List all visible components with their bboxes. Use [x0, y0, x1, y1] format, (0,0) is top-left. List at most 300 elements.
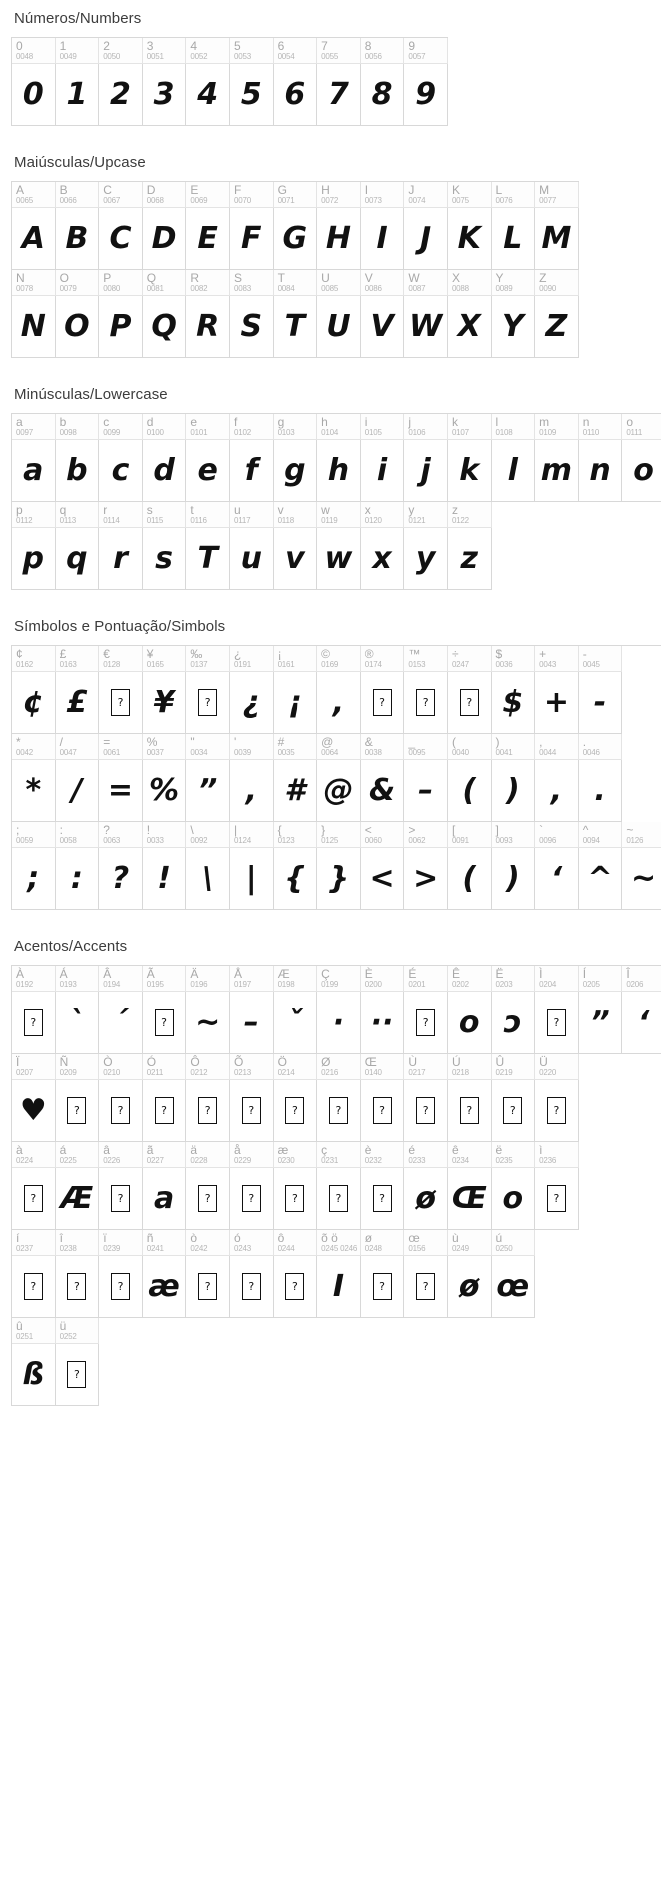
glyph-code-label: 0072: [321, 196, 339, 205]
glyph-code-label: 0050: [103, 52, 121, 61]
missing-glyph-icon: ?: [460, 1097, 479, 1124]
glyph-code-label: 0047: [59, 748, 77, 757]
glyph-char-label: /: [59, 735, 63, 749]
glyph-code-label: 0205: [582, 980, 600, 989]
glyph-cell: [56, 1080, 100, 1142]
glyph-code-label: 0068: [146, 196, 164, 205]
glyph-preview: ~: [195, 1004, 221, 1040]
glyph-code-label: 0051: [146, 52, 164, 61]
glyph-char-label: 4: [190, 39, 198, 53]
glyph-char-label: æ: [277, 1143, 289, 1157]
glyph-label-cell: [404, 646, 448, 672]
glyph-char-label: \: [190, 823, 194, 837]
missing-glyph-icon: ?: [285, 1097, 304, 1124]
glyph-label-cell: [404, 1054, 448, 1080]
glyph-char-label: ¥: [146, 647, 154, 661]
glyph-row: [12, 440, 661, 502]
glyph-cell: [230, 1168, 274, 1230]
glyph-label-row: [12, 966, 661, 992]
glyph-preview: T: [284, 308, 306, 344]
glyph-label-cell: [186, 182, 230, 208]
glyph-preview: I: [332, 1268, 345, 1304]
glyph-cell: [317, 296, 361, 358]
glyph-char-label: +: [539, 647, 547, 661]
glyph-cell: [579, 672, 623, 734]
glyph-label-cell: [317, 966, 361, 992]
glyph-cell: [361, 848, 405, 910]
glyph-cell: [186, 208, 230, 270]
glyph-row: [12, 992, 661, 1054]
glyph-code-label: 0247: [451, 660, 469, 669]
glyph-char-label: 7: [321, 39, 328, 53]
glyph-code-label: 0071: [277, 196, 295, 205]
glyph-code-label: 0214: [277, 1068, 295, 1077]
glyph-preview: #: [284, 772, 306, 808]
glyph-label-cell: [186, 734, 230, 760]
glyph-cell: [361, 672, 405, 734]
glyph-cell: [12, 1256, 56, 1318]
glyph-label-cell: [12, 1230, 56, 1256]
glyph-cell: [56, 992, 100, 1054]
glyph-char-label: &: [364, 735, 373, 749]
glyph-char-label: Î: [626, 967, 630, 981]
glyph-cell: [56, 64, 100, 126]
glyph-preview: O: [64, 308, 90, 344]
glyph-label-cell: [56, 414, 100, 440]
glyph-label-row: [12, 646, 661, 672]
glyph-preview: =: [107, 772, 134, 808]
glyph-preview: ): [505, 860, 520, 896]
glyph-code-label: 0123: [277, 836, 295, 845]
glyph-label-cell: [99, 734, 143, 760]
glyph-char-label: H: [321, 183, 330, 197]
glyph-code-label: 0251: [16, 1332, 33, 1341]
glyph-label-cell: [274, 38, 318, 64]
glyph-label-cell: [230, 1054, 274, 1080]
glyph-char-label: -: [582, 647, 587, 661]
glyph-preview: D: [151, 220, 177, 256]
glyph-label-row: [12, 270, 579, 296]
glyph-cell: [448, 1168, 492, 1230]
glyph-char-label: i: [364, 415, 368, 429]
glyph-char-label: ñ: [146, 1231, 154, 1245]
missing-glyph-icon: ?: [416, 1273, 435, 1300]
glyph-code-label: 0174: [364, 660, 382, 669]
section-title: Acentos/Accents: [14, 938, 128, 955]
glyph-label-cell: [361, 1142, 405, 1168]
glyph-char-label: W: [408, 271, 420, 285]
glyph-code-label: 0165: [146, 660, 164, 669]
glyph-grid: [11, 181, 579, 358]
glyph-preview: 4: [197, 76, 219, 112]
glyph-label-row: [12, 502, 661, 528]
glyph-code-label: 0059: [16, 836, 33, 845]
missing-glyph-icon: ?: [24, 1009, 43, 1036]
glyph-label-cell: [56, 1230, 100, 1256]
glyph-preview: ¡: [288, 684, 302, 720]
glyph-preview: B: [65, 220, 89, 256]
glyph-label-cell: [404, 414, 448, 440]
glyph-cell: [99, 848, 143, 910]
glyph-preview: g: [284, 452, 306, 488]
glyph-label-cell: [143, 1054, 187, 1080]
glyph-code-label: 0058: [59, 836, 77, 845]
glyph-preview: ?: [111, 860, 130, 896]
glyph-preview: ~: [631, 860, 657, 896]
glyph-cell: [404, 1256, 448, 1318]
glyph-code-label: 0107: [451, 428, 469, 437]
glyph-label-cell: [317, 38, 361, 64]
glyph-cell: [56, 208, 100, 270]
glyph-preview: F: [241, 220, 262, 256]
glyph-char-label: Ú: [451, 1055, 461, 1069]
glyph-preview: X: [457, 308, 481, 344]
glyph-cell: [274, 760, 318, 822]
glyph-preview: h: [327, 452, 350, 488]
glyph-label-cell: [404, 1230, 448, 1256]
glyph-cell: [143, 992, 187, 1054]
glyph-char-label: s: [146, 503, 153, 517]
glyph-char-label: k: [451, 415, 458, 429]
glyph-cell: [99, 760, 143, 822]
glyph-char-label: ©: [321, 647, 330, 661]
glyph-preview: `: [69, 1004, 85, 1040]
glyph-preview: 3: [153, 76, 175, 112]
glyph-preview: |: [245, 860, 257, 896]
glyph-cell: [492, 848, 536, 910]
glyph-code-label: 0095: [408, 748, 426, 757]
glyph-char-label: à: [16, 1143, 23, 1157]
glyph-cell: [143, 296, 187, 358]
glyph-code-label: 0128: [103, 660, 121, 669]
missing-glyph-icon: ?: [111, 1097, 130, 1124]
glyph-preview: r: [113, 540, 128, 576]
glyph-label-cell: [535, 182, 579, 208]
glyph-char-label: G: [277, 183, 287, 197]
glyph-label-cell: [230, 270, 274, 296]
glyph-cell: [361, 64, 405, 126]
glyph-code-label: 0212: [190, 1068, 208, 1077]
glyph-cell: [186, 848, 230, 910]
glyph-label-cell: [622, 822, 661, 848]
glyph-preview: /: [71, 772, 83, 808]
glyph-char-label: ¿: [233, 647, 242, 661]
glyph-cell: [143, 528, 187, 590]
glyph-char-label: f: [233, 415, 238, 429]
glyph-section: [0, 608, 661, 910]
glyph-cell: [143, 1168, 187, 1230]
glyph-char-label: ': [233, 735, 237, 749]
glyph-code-label: 0055: [321, 52, 339, 61]
missing-glyph-icon: ?: [285, 1273, 304, 1300]
glyph-grid: [11, 965, 661, 1406]
glyph-cell: [535, 208, 579, 270]
glyph-code-label: 0206: [626, 980, 644, 989]
glyph-char-label: <: [364, 823, 372, 837]
glyph-code-label: 0034: [190, 748, 208, 757]
glyph-cell: [99, 1256, 143, 1318]
glyph-code-label: 0060: [364, 836, 382, 845]
glyph-preview: ): [505, 772, 520, 808]
glyph-label-cell: [12, 1142, 56, 1168]
glyph-code-label: 0084: [277, 284, 295, 293]
glyph-cell: [274, 208, 318, 270]
glyph-label-cell: [56, 734, 100, 760]
glyph-label-cell: [99, 414, 143, 440]
glyph-label-cell: [56, 270, 100, 296]
glyph-label-cell: [404, 182, 448, 208]
glyph-code-label: 0081: [146, 284, 164, 293]
glyph-code-label: 0230: [277, 1156, 295, 1165]
glyph-cell: [143, 760, 187, 822]
glyph-preview: 9: [415, 76, 437, 112]
glyph-code-label: 0097: [16, 428, 33, 437]
glyph-cell: [143, 1256, 187, 1318]
glyph-code-label: 0229: [233, 1156, 251, 1165]
glyph-char-label: ;: [16, 823, 20, 837]
glyph-cell: [535, 760, 579, 822]
glyph-char-label: a: [16, 415, 23, 429]
glyph-char-label: o: [626, 415, 633, 429]
glyph-label-cell: [274, 270, 318, 296]
glyph-code-label: 0067: [103, 196, 121, 205]
glyph-label-row: [12, 1318, 661, 1344]
glyph-label-cell: [448, 502, 492, 528]
missing-glyph-icon: ?: [547, 1097, 566, 1124]
glyph-code-label: 0061: [103, 748, 121, 757]
glyph-label-cell: [12, 966, 56, 992]
glyph-char-label: í: [16, 1231, 20, 1245]
glyph-row: [12, 760, 661, 822]
glyph-cell: [404, 760, 448, 822]
glyph-char-label: T: [277, 271, 285, 285]
glyph-code-label: 0106: [408, 428, 426, 437]
glyph-cell: [317, 1080, 361, 1142]
glyph-code-label: 0063: [103, 836, 121, 845]
glyph-code-label: 0200: [364, 980, 382, 989]
glyph-char-label: 3: [146, 39, 154, 53]
glyph-code-label: 0213: [233, 1068, 251, 1077]
glyph-char-label: 9: [408, 39, 416, 53]
glyph-code-label: 0109: [539, 428, 557, 437]
glyph-char-label: ã: [146, 1143, 154, 1157]
glyph-char-label: Ì: [539, 967, 543, 981]
glyph-preview: a: [23, 452, 44, 488]
glyph-char-label: ú: [495, 1231, 503, 1245]
glyph-preview: y: [415, 540, 436, 576]
glyph-cell: [492, 992, 536, 1054]
glyph-code-label: 0091: [451, 836, 469, 845]
glyph-code-label: 0054: [277, 52, 295, 61]
glyph-code-label: 0064: [321, 748, 339, 757]
glyph-code-label: 0126: [626, 836, 644, 845]
glyph-label-cell: [317, 822, 361, 848]
glyph-char-label: û: [16, 1319, 23, 1333]
glyph-cell: [274, 992, 318, 1054]
missing-glyph-icon: ?: [24, 1273, 43, 1300]
glyph-preview: 7: [328, 76, 349, 112]
glyph-row: [12, 1256, 661, 1318]
glyph-cell: [404, 848, 448, 910]
glyph-code-label: 0066: [59, 196, 77, 205]
glyph-code-label: 0085: [321, 284, 339, 293]
glyph-cell: [274, 64, 318, 126]
glyph-code-label: 0137: [190, 660, 208, 669]
glyph-code-label: 0239: [103, 1244, 121, 1253]
glyph-label-cell: [186, 414, 230, 440]
missing-glyph-icon: ?: [503, 1097, 522, 1124]
glyph-label-cell: [448, 1230, 492, 1256]
glyph-row: [12, 64, 448, 126]
glyph-code-label: 0094: [582, 836, 600, 845]
glyph-code-label: 0083: [233, 284, 251, 293]
glyph-char-label: Z: [539, 271, 547, 285]
glyph-cell: [12, 992, 56, 1054]
glyph-preview: 8: [371, 76, 393, 112]
glyph-preview: Z: [545, 308, 568, 344]
glyph-cell: [143, 1080, 187, 1142]
glyph-preview: o: [633, 452, 654, 488]
glyph-cell: [274, 1256, 318, 1318]
glyph-label-cell: [230, 1142, 274, 1168]
glyph-char-label: ô: [277, 1231, 285, 1245]
glyph-row: [12, 1080, 661, 1142]
glyph-char-label: ™: [408, 647, 421, 661]
section-title: Minúsculas/Lowercase: [14, 386, 168, 403]
glyph-preview: ‘: [637, 1004, 650, 1040]
glyph-char-label: Ä: [190, 967, 199, 981]
glyph-char-label: ¡: [277, 647, 282, 661]
glyph-char-label: %: [146, 735, 158, 749]
glyph-cell: [143, 440, 187, 502]
glyph-cell: [99, 296, 143, 358]
glyph-label-cell: [317, 1230, 361, 1256]
glyph-code-label: 0087: [408, 284, 426, 293]
glyph-preview: w: [324, 540, 353, 576]
glyph-cell: [186, 440, 230, 502]
glyph-char-label: â: [103, 1143, 110, 1157]
glyph-char-label: u: [233, 503, 241, 517]
glyph-cell: [56, 440, 100, 502]
glyph-preview: Æ: [60, 1180, 94, 1216]
glyph-label-cell: [186, 502, 230, 528]
glyph-code-label: 0076: [495, 196, 513, 205]
glyph-cell: [56, 1344, 100, 1406]
glyph-code-label: 0219: [495, 1068, 513, 1077]
glyph-preview: x: [372, 540, 392, 576]
glyph-code-label: 0209: [59, 1068, 77, 1077]
glyph-preview: 6: [284, 76, 306, 112]
glyph-row: [12, 296, 579, 358]
glyph-char-label: Ã: [146, 967, 155, 981]
glyph-code-label: 0069: [190, 196, 208, 205]
glyph-char-label: P: [103, 271, 112, 285]
glyph-preview: %: [149, 772, 180, 808]
glyph-label-cell: [361, 1230, 405, 1256]
glyph-code-label: 0225: [59, 1156, 77, 1165]
glyph-label-row: [12, 822, 661, 848]
glyph-preview: 2: [110, 76, 131, 112]
glyph-char-label: v: [277, 503, 284, 517]
glyph-cell: [317, 672, 361, 734]
glyph-preview: ,: [245, 772, 257, 808]
glyph-preview: !: [157, 860, 171, 896]
missing-glyph-icon: ?: [285, 1185, 304, 1212]
glyph-preview: œ: [496, 1268, 530, 1304]
glyph-cell: [361, 992, 405, 1054]
glyph-preview: 5: [240, 76, 262, 112]
glyph-code-label: 0245 0246: [321, 1244, 358, 1253]
glyph-label-cell: [535, 822, 579, 848]
missing-glyph-icon: ?: [416, 689, 435, 716]
glyph-code-label: 0210: [103, 1068, 121, 1077]
glyph-preview: m: [540, 452, 573, 488]
glyph-code-label: 0100: [146, 428, 164, 437]
glyph-label-cell: [99, 270, 143, 296]
glyph-label-cell: [361, 734, 405, 760]
glyph-cell: [186, 760, 230, 822]
glyph-code-label: 0207: [16, 1068, 33, 1077]
glyph-char-label: w: [321, 503, 330, 517]
glyph-code-label: 0053: [233, 52, 251, 61]
glyph-cell: [361, 208, 405, 270]
glyph-label-cell: [274, 1230, 318, 1256]
glyph-code-label: 0077: [539, 196, 557, 205]
glyph-code-label: 0120: [364, 516, 382, 525]
glyph-char-label: 1: [59, 39, 67, 53]
glyph-cell: [317, 64, 361, 126]
missing-glyph-icon: ?: [198, 689, 217, 716]
glyph-cell: [12, 672, 56, 734]
glyph-char-label: ): [495, 735, 500, 749]
glyph-label-cell: [12, 1318, 56, 1344]
glyph-label-cell: [56, 646, 100, 672]
glyph-code-label: 0082: [190, 284, 208, 293]
glyph-label-cell: [274, 734, 318, 760]
glyph-label-cell: [448, 182, 492, 208]
glyph-code-label: 0197: [233, 980, 251, 989]
glyph-char-label: d: [146, 415, 154, 429]
glyph-char-label: ¢: [16, 647, 23, 661]
glyph-preview: a: [153, 1180, 175, 1216]
glyph-cell: [56, 296, 100, 358]
glyph-preview: \: [202, 860, 214, 896]
glyph-cell: [317, 992, 361, 1054]
glyph-code-label: 0090: [539, 284, 557, 293]
glyph-code-label: 0119: [321, 516, 338, 525]
glyph-section: [0, 928, 661, 1406]
glyph-label-cell: [274, 414, 318, 440]
glyph-code-label: 0243: [233, 1244, 251, 1253]
missing-glyph-icon: ?: [373, 689, 392, 716]
glyph-label-cell: [143, 182, 187, 208]
glyph-cell: [448, 672, 492, 734]
glyph-char-label: ê: [451, 1143, 459, 1157]
glyph-label-cell: [143, 1142, 187, 1168]
glyph-cell: [56, 672, 100, 734]
glyph-code-label: 0162: [16, 660, 33, 669]
glyph-char-label: V: [364, 271, 373, 285]
glyph-char-label: ®: [364, 647, 374, 661]
glyph-row: [12, 1344, 661, 1406]
glyph-preview: I: [376, 220, 388, 256]
glyph-label-cell: [143, 966, 187, 992]
glyph-cell: [404, 440, 448, 502]
glyph-cell: [230, 208, 274, 270]
glyph-char-label: L: [495, 183, 503, 197]
glyph-cell: [99, 992, 143, 1054]
section-title: Números/Numbers: [14, 10, 142, 27]
